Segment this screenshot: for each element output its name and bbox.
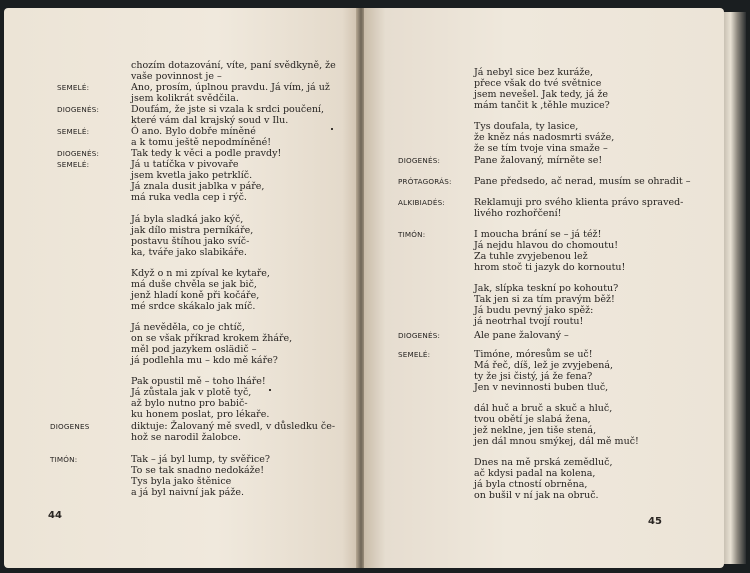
speaker-label: ALKIBIADÉS: <box>398 198 445 207</box>
text-line: má duše chvěla se jak bič, <box>131 279 257 290</box>
text-line: měl pod jazykem oslädič – <box>131 344 257 355</box>
text-line: přece však do tvé světnice <box>474 78 602 89</box>
speaker-label: TIMÓN: <box>50 455 78 464</box>
text-line: mám tančit k ,těhle muzice? <box>474 100 610 111</box>
text-line: a k tomu ještě nepodmíněné! <box>131 137 272 148</box>
text-line: jsem nevešel. Jak tedy, já že <box>474 89 608 100</box>
speaker-label: DIOGENÉS: <box>57 105 100 114</box>
text-line: já neotrhal tvojí routu! <box>474 316 584 327</box>
text-line: Za tuhle zvyjebenou lež <box>474 251 588 262</box>
text-line: Tak tedy k věci a podle pravdy! <box>131 148 282 159</box>
text-line: Jen v nevinnosti buben tluč, <box>474 382 609 393</box>
text-line: Tak jen si za tím pravým běž! <box>474 294 615 305</box>
text-line: ka, tváře jako slabikáře. <box>131 247 247 258</box>
text-line: Tys byla jako štěnice <box>131 476 232 487</box>
text-line: Jak, slípka teskní po kohoutu? <box>474 283 619 294</box>
speaker-label: DIOGENÉS: <box>398 156 441 165</box>
speaker-label: PRÓTAGORÁS: <box>398 177 452 186</box>
text-line: až bylo nutno pro babič- <box>131 398 248 409</box>
text-line: ku honem poslat, pro lékaře. <box>131 409 270 420</box>
page-edges <box>724 12 746 564</box>
text-line: To se tak snadno nedokáže! <box>131 465 265 476</box>
text-line: mé srdce skákalo jak míč. <box>131 301 256 312</box>
text-line: Ó ano. Bylo dobře míněné <box>131 126 256 137</box>
text-line: vaše povinnost je – <box>131 71 222 82</box>
page-number: 44 <box>48 510 62 521</box>
text-line: postavu štíhou jako svíč- <box>131 236 250 247</box>
text-line: hož se narodil žalobce. <box>131 432 242 443</box>
left-page <box>4 8 360 568</box>
text-line: jen dál mnou smýkej, dál mě muč! <box>474 436 639 447</box>
text-line: ač kdysi padal na kolena, <box>474 468 596 479</box>
ink-mark <box>331 128 333 130</box>
text-line: tvou obětí je slabá žena, <box>474 414 591 425</box>
text-line: Pane žalovaný, mírněte se! <box>474 155 603 166</box>
text-line: Pane předsedo, ač nerad, musím se ohradit – <box>474 176 691 187</box>
text-line: livého rozhořčení! <box>474 208 562 219</box>
text-line: Tak – já byl lump, ty svěřice? <box>131 454 270 465</box>
speaker-label: SEMELÉ: <box>57 83 90 92</box>
speaker-label: DIOGENES <box>50 422 90 431</box>
text-line: Má řeč, díš, lež je zvyjebená, <box>474 360 614 371</box>
right-page <box>364 8 724 568</box>
text-line: já podlehla mu – kdo mě káře? <box>131 355 278 366</box>
text-line: Pak opustil mě – toho lháře! <box>131 376 266 387</box>
text-line: Dnes na mě prská zemědluč, <box>474 457 613 468</box>
text-line: Já znala dusit jablka v páře, <box>131 181 265 192</box>
text-line: Já budu pevný jako spěž: <box>474 305 594 316</box>
text-line: Timóne, móresům se uč! <box>474 349 593 360</box>
text-line: jak dílo mistra perníkáře, <box>131 225 254 236</box>
speaker-label: SEMELÉ: <box>398 350 431 359</box>
text-line: on bušil v ní jak na obruč. <box>474 490 599 501</box>
text-line: dál huč a bruč a skuč a hluč, <box>474 403 613 414</box>
text-line: chozím dotazování, víte, paní svědkyně, že <box>131 60 336 71</box>
text-line: Ano, prosím, úplnou pravdu. Já vím, já už <box>131 82 330 93</box>
text-line: že se tím tvoje vina smaže – <box>474 143 608 154</box>
page-number: 45 <box>648 516 662 527</box>
text-line: Já nebyl sice bez kuráže, <box>474 67 594 78</box>
text-line: diktuje: Žalovaný mě svedl, v důsledku če- <box>131 421 336 432</box>
text-line: jež neklne, jen tiše stená, <box>474 425 597 436</box>
text-line: on se však příkrad krokem žháře, <box>131 333 293 344</box>
speaker-label: TIMÓN: <box>398 230 426 239</box>
text-line: jsem kolikrát svědčila. <box>131 93 239 104</box>
text-line: jsem kvetla jako petrklíč. <box>131 170 253 181</box>
text-line: Ale pane žalovaný – <box>474 330 569 341</box>
speaker-label: DIOGENÉS: <box>398 331 441 340</box>
text-line: hrom stoč ti jazyk do kornoutu! <box>474 262 626 273</box>
ink-mark <box>269 389 271 391</box>
text-line: Já zůstala jak v plotě tyč, <box>131 387 252 398</box>
text-line: Když o n mi zpíval ke kytaře, <box>131 268 270 279</box>
text-line: jenž hladí koně při kočáře, <box>131 290 260 301</box>
speaker-label: SEMELÉ: <box>57 160 90 169</box>
text-line: má ruka vedla cep i rýč. <box>131 192 247 203</box>
text-line: Já u tatíčka v pivovaře <box>131 159 239 170</box>
text-line: ty že jsi čistý, já že fena? <box>474 371 593 382</box>
text-line: a já byl naivní jak páže. <box>131 487 244 498</box>
text-line: Já byla sladká jako kýč, <box>131 214 244 225</box>
speaker-label: SEMELÉ: <box>57 127 90 136</box>
text-line: I moucha brání se – já též! <box>474 229 602 240</box>
text-line: Já nevěděla, co je chtíč, <box>131 322 245 333</box>
speaker-label: DIOGENÉS: <box>57 149 100 158</box>
text-line: Já nejdu hlavou do chomoutu! <box>474 240 619 251</box>
text-line: Tys doufala, ty lasice, <box>474 121 579 132</box>
text-line: že kněz nás nadosmrti sváže, <box>474 132 615 143</box>
text-line: Doufám, že jste si vzala k srdci poučení, <box>131 104 324 115</box>
text-line: já byla ctností obrněna, <box>474 479 588 490</box>
text-line: které vám dal krajský soud v Ilu. <box>131 115 289 126</box>
text-line: Reklamuji pro svého klienta právo spraved- <box>474 197 684 208</box>
